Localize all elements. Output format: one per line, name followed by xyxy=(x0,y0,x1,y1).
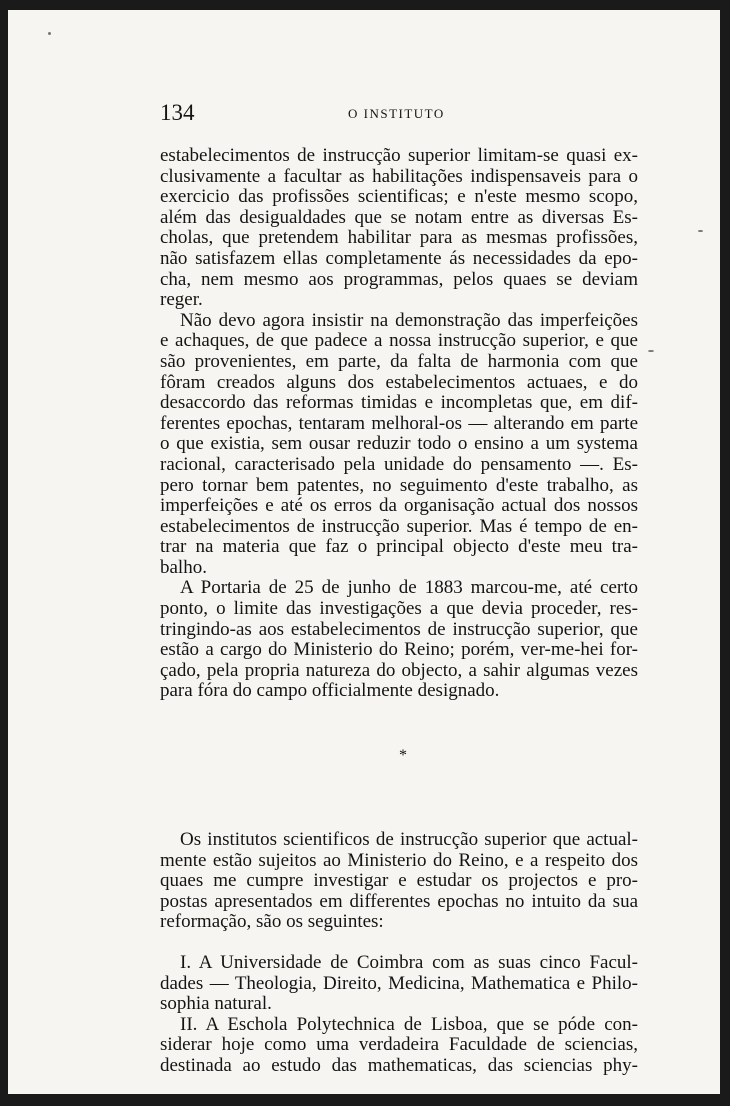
list-item xyxy=(160,1015,638,1077)
text-line: o que existia, sem ousar reduzir todo o ensino a um systema xyxy=(160,433,638,455)
text-line: imperfeições e até os erros da organisação actual dos nossos xyxy=(160,495,638,517)
list-item xyxy=(160,953,638,1015)
text-line: para fóra do campo officialmente designado. xyxy=(160,680,500,702)
text-line: II. A Escholа Polytechnica de Lisboa, que se póde con- xyxy=(180,1013,638,1035)
text-line: Os institutos scientificos de instrucção superior que actual- xyxy=(180,829,638,851)
paragraph xyxy=(160,146,638,311)
running-head xyxy=(160,100,638,130)
spacer xyxy=(160,702,638,746)
text-line: çado, pela propria natureza do objecto, a sahir algumas vezes xyxy=(160,659,638,681)
body-text xyxy=(160,146,638,1077)
text-line: estão a cargo do Ministerio do Reino; porém, ver-me-hei for- xyxy=(160,639,638,661)
text-line: I. A Universidade de Coimbra com as suas cinco Facul- xyxy=(180,952,638,973)
text-line: pero tornar bem patentes, no seguimento d'este trabalho, as xyxy=(160,474,638,496)
text-line: além das desigualdades que se notam entre as diversas Es- xyxy=(160,206,638,228)
paragraph xyxy=(160,311,638,579)
text-line: estabelecimentos de instrucção superior limitam-se quasi ex- xyxy=(160,145,638,166)
text-line: balho. xyxy=(160,556,207,578)
text-line: não satisfazem ellas completamente ás necessidades da epo- xyxy=(160,247,638,269)
spacer xyxy=(160,766,638,830)
section-ornament: * xyxy=(399,747,407,765)
text-line: racional, caracterisado pela unidade do pensamento —. Es- xyxy=(160,453,638,475)
paragraph xyxy=(160,578,638,702)
text-line: estabelecimentos de instrucção superior. Mas é tempo de en- xyxy=(160,515,638,537)
text-line: fôram creados alguns dos estabelecimentos actuaes, e do xyxy=(160,371,638,393)
text-line: ferentes epochas, tentaram melhoral-os — alterando em parte xyxy=(160,412,638,434)
paper-speck xyxy=(48,32,51,35)
paper-speck xyxy=(698,230,703,232)
journal-title: O INSTITUTO xyxy=(348,106,445,121)
paper-speck xyxy=(648,350,654,352)
text-line: A Portaria de 25 de junho de 1883 marcou-me, até certo xyxy=(180,577,638,599)
text-line: siderar hoje como uma verdadeira Faculdade de sciencias, xyxy=(160,1034,638,1056)
text-line: Não devo agora insistir na demonstração das imperfeições xyxy=(180,309,638,331)
paragraph xyxy=(160,830,638,933)
text-line: tringindo-as aos estabelecimentos de instrucção superior, que xyxy=(160,618,638,640)
text-line: são provenientes, em parte, da falta de harmonia com que xyxy=(160,350,638,372)
text-line: postas apresentados em differentes epochas no intuito da sua xyxy=(160,890,638,912)
text-line: clusivamente a facultar as habilitações indispensaveis para o xyxy=(160,165,638,187)
book-page xyxy=(8,10,720,1094)
text-line: dades — Theologia, Direito, Medicina, Mathematica e Philo- xyxy=(160,972,638,994)
text-line: exercicio das profissões scientificas; e n'este mesmo scopo, xyxy=(160,186,638,208)
text-line: e achaques, de que padece a nossa instrucção superior, e que xyxy=(160,330,638,352)
text-line: trar na materia que faz o principal objecto d'este meu tra- xyxy=(160,536,638,558)
text-line: quaes me cumpre investigar e estudar os projectos e pro- xyxy=(160,870,638,892)
text-line: reformação, são os seguintes: xyxy=(160,911,384,933)
text-line: destinada ao estudo das mathematicas, das sciencias phy- xyxy=(160,1054,638,1076)
text-line: cha, nem mesmo aos programmas, pelos quaes se deviam xyxy=(160,268,638,290)
spacer xyxy=(160,933,638,953)
text-line: desaccordo das reformas timidas e incompletas que, em dif- xyxy=(160,392,638,414)
text-line: ponto, o limite das investigações a que devia proceder, res- xyxy=(160,598,638,620)
page-number: 134 xyxy=(160,100,195,125)
text-line: cholas, que pretendem habilitar para as mesmas profissões, xyxy=(160,227,638,249)
text-line: reger. xyxy=(160,289,203,311)
text-line: sophia natural. xyxy=(160,993,272,1015)
text-line: mente estão sujeitos ao Ministerio do Reino, e a respeito dos xyxy=(160,849,638,871)
